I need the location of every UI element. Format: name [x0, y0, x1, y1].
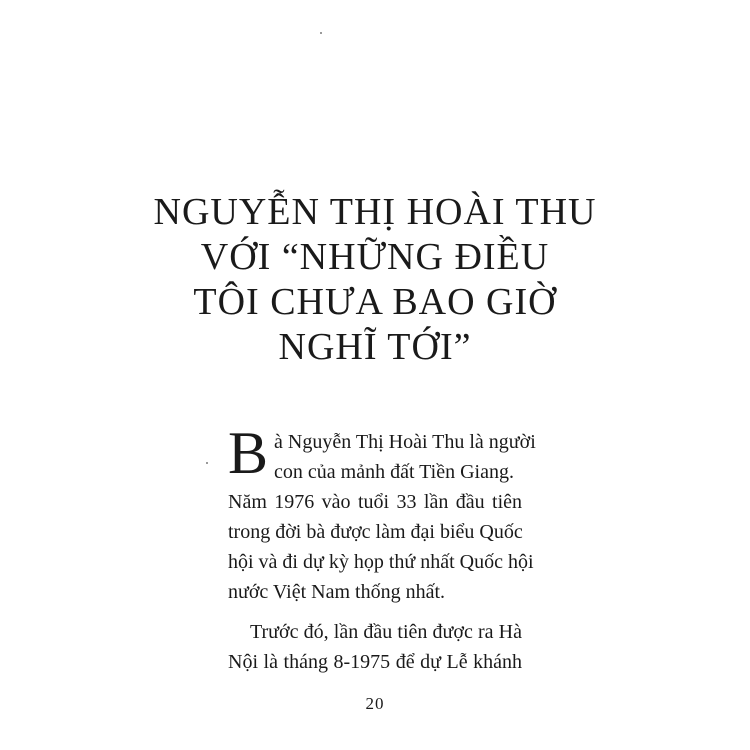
paragraph-line: Năm 1976 vào tuổi 33 lần đầu tiên	[228, 491, 522, 513]
print-speck	[320, 32, 322, 34]
paragraph-line: Nội là tháng 8-1975 để dự Lễ khánh	[228, 651, 522, 673]
chapter-title-line: NGHĨ TỚI”	[278, 326, 472, 368]
paragraph-line: Trước đó, lần đầu tiên được ra Hà	[250, 621, 522, 643]
drop-cap: B	[228, 420, 269, 486]
page-number: 20	[365, 694, 385, 713]
chapter-title	[150, 190, 600, 370]
paragraph-line: nước Việt Nam thống nhất.	[228, 581, 446, 603]
chapter-title-line: NGUYỄN THỊ HOÀI THU	[153, 191, 597, 233]
paragraph-line: à Nguyễn Thị Hoài Thu là người	[274, 431, 536, 453]
chapter-title-line: VỚI “NHỮNG ĐIỀU	[200, 236, 550, 278]
print-speck	[206, 462, 208, 464]
chapter-title-line: TÔI CHƯA BAO GIỜ	[193, 281, 557, 323]
body-paragraph	[228, 617, 522, 677]
paragraph-line: con của mảnh đất Tiền Giang.	[274, 461, 514, 483]
paragraph-line: hội và đi dự kỳ họp thứ nhất Quốc hội	[228, 551, 534, 573]
paragraph-line: trong đời bà được làm đại biểu Quốc	[228, 521, 523, 543]
body-paragraph	[228, 420, 536, 607]
